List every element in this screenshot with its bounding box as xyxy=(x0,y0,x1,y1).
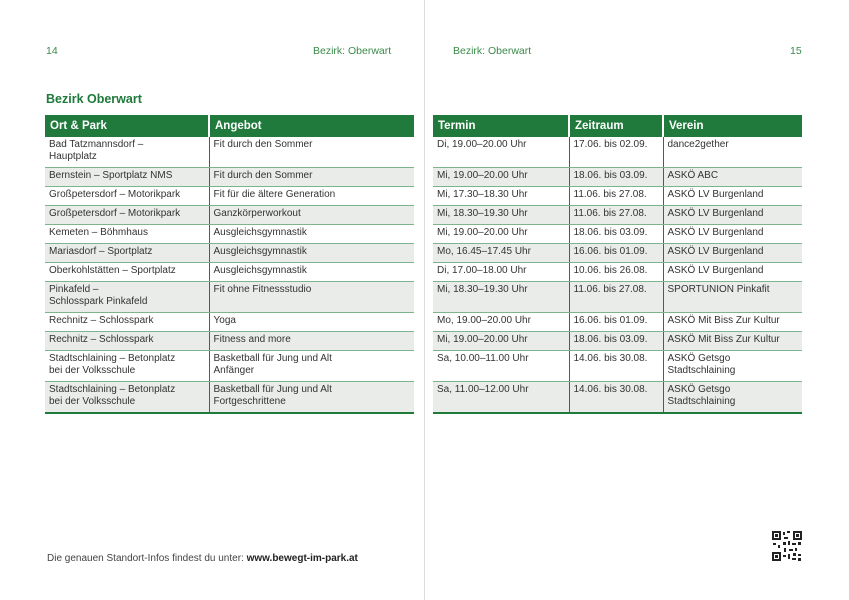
table-row xyxy=(433,382,802,414)
offer-cell: Ausgleichsgymnastik xyxy=(209,263,414,282)
date-cell: Mi, 19.00–20.00 Uhr xyxy=(433,168,569,187)
location-cell: Oberkohlstätten – Sportplatz xyxy=(45,263,209,282)
club-cell: ASKÖ Mit Biss Zur Kultur xyxy=(663,332,802,351)
period-cell: 18.06. bis 03.09. xyxy=(569,225,663,244)
qr-code-icon xyxy=(771,530,803,562)
period-cell: 18.06. bis 03.09. xyxy=(569,168,663,187)
date-cell: Di, 17.00–18.00 Uhr xyxy=(433,263,569,282)
website-link[interactable]: www.bewegt-im-park.at xyxy=(246,553,358,564)
footer-text: Die genauen Standort-Infos findest du unter: xyxy=(47,553,247,564)
column-header-date: Termin xyxy=(433,115,569,137)
table-row xyxy=(433,206,802,225)
location-cell: Mariasdorf – Sportplatz xyxy=(45,244,209,263)
period-cell: 11.06. bis 27.08. xyxy=(569,282,663,313)
page-spread-divider xyxy=(424,0,425,600)
location-cell: Bernstein – Sportplatz NMS xyxy=(45,168,209,187)
location-cell: Stadtschlaining – Betonplatz bei der Volksschule xyxy=(45,351,209,382)
table-row xyxy=(433,244,802,263)
table-header-row xyxy=(433,115,802,137)
location-cell: Pinkafeld – Schlosspark Pinkafeld xyxy=(45,282,209,313)
period-cell: 11.06. bis 27.08. xyxy=(569,206,663,225)
period-cell: 10.06. bis 26.08. xyxy=(569,263,663,282)
club-cell: ASKÖ Getsgo Stadtschlaining xyxy=(663,382,802,414)
club-cell: ASKÖ ABC xyxy=(663,168,802,187)
club-cell: ASKÖ LV Burgenland xyxy=(663,187,802,206)
location-cell: Rechnitz – Schlosspark xyxy=(45,313,209,332)
table-row xyxy=(45,244,414,263)
running-header-right: Bezirk: Oberwart xyxy=(453,45,532,57)
column-header-club: Verein xyxy=(663,115,802,137)
club-cell: ASKÖ LV Burgenland xyxy=(663,225,802,244)
location-cell: Rechnitz – Schlosspark xyxy=(45,332,209,351)
club-cell: dance2gether xyxy=(663,137,802,168)
period-cell: 14.06. bis 30.08. xyxy=(569,351,663,382)
table-row xyxy=(45,187,414,206)
section-title: Bezirk Oberwart xyxy=(46,92,142,106)
schedule-table xyxy=(433,115,802,414)
offer-cell: Ganzkörperworkout xyxy=(209,206,414,225)
location-offer-table xyxy=(45,115,414,414)
table-header-row xyxy=(45,115,414,137)
table-row xyxy=(45,263,414,282)
offer-cell: Fitness and more xyxy=(209,332,414,351)
club-cell: SPORTUNION Pinkafit xyxy=(663,282,802,313)
column-header-period: Zeitraum xyxy=(569,115,663,137)
column-header-location: Ort & Park xyxy=(45,115,209,137)
location-cell: Kemeten – Böhmhaus xyxy=(45,225,209,244)
offer-cell: Yoga xyxy=(209,313,414,332)
offer-cell: Basketball für Jung und Alt Anfänger xyxy=(209,351,414,382)
club-cell: ASKÖ LV Burgenland xyxy=(663,263,802,282)
table-row xyxy=(45,282,414,313)
table-row xyxy=(45,225,414,244)
location-cell: Stadtschlaining – Betonplatz bei der Volksschule xyxy=(45,382,209,414)
column-header-offer: Angebot xyxy=(209,115,414,137)
running-header-left: Bezirk: Oberwart xyxy=(313,45,392,57)
period-cell: 17.06. bis 02.09. xyxy=(569,137,663,168)
table-row xyxy=(433,351,802,382)
footer-note xyxy=(47,553,358,564)
table-row xyxy=(433,263,802,282)
location-cell: Großpetersdorf – Motorikpark xyxy=(45,206,209,225)
club-cell: ASKÖ LV Burgenland xyxy=(663,206,802,225)
table-row xyxy=(45,206,414,225)
period-cell: 18.06. bis 03.09. xyxy=(569,332,663,351)
club-cell: ASKÖ Getsgo Stadtschlaining xyxy=(663,351,802,382)
date-cell: Di, 19.00–20.00 Uhr xyxy=(433,137,569,168)
date-cell: Mi, 19.00–20.00 Uhr xyxy=(433,332,569,351)
offer-cell: Fit durch den Sommer xyxy=(209,168,414,187)
table-row xyxy=(433,332,802,351)
date-cell: Mi, 19.00–20.00 Uhr xyxy=(433,225,569,244)
page-number-right: 15 xyxy=(790,45,802,57)
period-cell: 11.06. bis 27.08. xyxy=(569,187,663,206)
table-row xyxy=(433,313,802,332)
table-row xyxy=(45,137,414,168)
table-row xyxy=(45,351,414,382)
table-row xyxy=(433,187,802,206)
period-cell: 14.06. bis 30.08. xyxy=(569,382,663,414)
offer-cell: Fit ohne Fitnessstudio xyxy=(209,282,414,313)
table-row xyxy=(433,225,802,244)
date-cell: Sa, 11.00–12.00 Uhr xyxy=(433,382,569,414)
date-cell: Mi, 17.30–18.30 Uhr xyxy=(433,187,569,206)
date-cell: Mo, 19.00–20.00 Uhr xyxy=(433,313,569,332)
club-cell: ASKÖ LV Burgenland xyxy=(663,244,802,263)
offer-cell: Fit durch den Sommer xyxy=(209,137,414,168)
table-row xyxy=(45,382,414,414)
offer-cell: Ausgleichsgymnastik xyxy=(209,225,414,244)
table-row xyxy=(433,137,802,168)
table-row xyxy=(45,313,414,332)
location-cell: Großpetersdorf – Motorikpark xyxy=(45,187,209,206)
table-row xyxy=(433,168,802,187)
date-cell: Mo, 16.45–17.45 Uhr xyxy=(433,244,569,263)
period-cell: 16.06. bis 01.09. xyxy=(569,244,663,263)
date-cell: Mi, 18.30–19.30 Uhr xyxy=(433,282,569,313)
club-cell: ASKÖ Mit Biss Zur Kultur xyxy=(663,313,802,332)
period-cell: 16.06. bis 01.09. xyxy=(569,313,663,332)
offer-cell: Basketball für Jung und Alt Fortgeschrittene xyxy=(209,382,414,414)
date-cell: Sa, 10.00–11.00 Uhr xyxy=(433,351,569,382)
page-number-left: 14 xyxy=(46,45,58,57)
offer-cell: Ausgleichsgymnastik xyxy=(209,244,414,263)
table-row xyxy=(45,168,414,187)
date-cell: Mi, 18.30–19.30 Uhr xyxy=(433,206,569,225)
table-row xyxy=(45,332,414,351)
table-row xyxy=(433,282,802,313)
location-cell: Bad Tatzmannsdorf – Hauptplatz xyxy=(45,137,209,168)
offer-cell: Fit für die ältere Generation xyxy=(209,187,414,206)
